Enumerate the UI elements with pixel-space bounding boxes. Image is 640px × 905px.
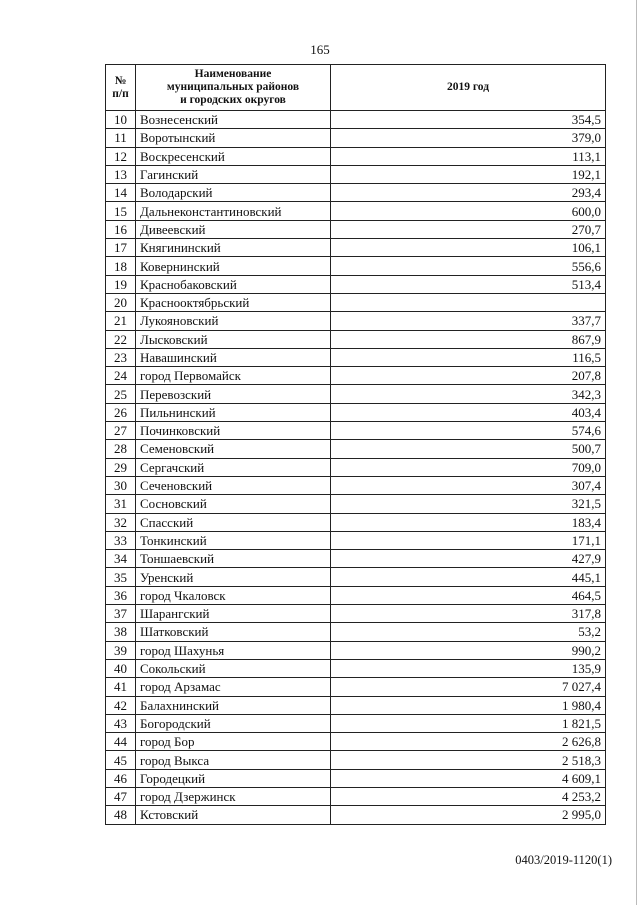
- row-value: 500,7: [331, 440, 606, 458]
- row-value: 2 995,0: [331, 806, 606, 824]
- row-name: Вознесенский: [136, 111, 331, 129]
- row-number: 44: [106, 733, 136, 751]
- row-name: город Дзержинск: [136, 787, 331, 805]
- table-row: [106, 403, 606, 421]
- row-name: город Бор: [136, 733, 331, 751]
- row-value: 2 626,8: [331, 733, 606, 751]
- row-name: Княгининский: [136, 239, 331, 257]
- table-row: [106, 348, 606, 366]
- row-value: 427,9: [331, 550, 606, 568]
- row-number: 43: [106, 714, 136, 732]
- table-row: [106, 751, 606, 769]
- table-row: [106, 458, 606, 476]
- row-value: 7 027,4: [331, 678, 606, 696]
- table-row: [106, 659, 606, 677]
- row-value: 135,9: [331, 659, 606, 677]
- row-value: 403,4: [331, 403, 606, 421]
- row-name: Тоншаевский: [136, 550, 331, 568]
- row-number: 46: [106, 769, 136, 787]
- row-name: город Шахунья: [136, 641, 331, 659]
- row-name: Спасский: [136, 513, 331, 531]
- table-body: [106, 111, 606, 825]
- table-row: [106, 422, 606, 440]
- row-value: 293,4: [331, 184, 606, 202]
- row-number: 12: [106, 147, 136, 165]
- row-value: 354,5: [331, 111, 606, 129]
- row-name: Ковернинский: [136, 257, 331, 275]
- header-year-text: 2019 год: [446, 81, 490, 93]
- table-row: [106, 385, 606, 403]
- row-number: 27: [106, 422, 136, 440]
- row-value: 2 518,3: [331, 751, 606, 769]
- row-number: 25: [106, 385, 136, 403]
- row-name: Дивеевский: [136, 220, 331, 238]
- row-value: 1 821,5: [331, 714, 606, 732]
- row-name: Перевозский: [136, 385, 331, 403]
- row-number: 20: [106, 293, 136, 311]
- row-value: 990,2: [331, 641, 606, 659]
- row-name: город Арзамас: [136, 678, 331, 696]
- row-value: 207,8: [331, 367, 606, 385]
- row-number: 30: [106, 476, 136, 494]
- row-value: 709,0: [331, 458, 606, 476]
- budget-table: [105, 64, 606, 825]
- row-value: 1 980,4: [331, 696, 606, 714]
- row-number: 19: [106, 275, 136, 293]
- scan-edge-mark: [636, 0, 637, 905]
- table-row: [106, 641, 606, 659]
- table-row: [106, 714, 606, 732]
- table-row: [106, 586, 606, 604]
- row-value: 556,6: [331, 257, 606, 275]
- row-number: 36: [106, 586, 136, 604]
- row-name: город Первомайск: [136, 367, 331, 385]
- row-number: 22: [106, 330, 136, 348]
- row-number: 15: [106, 202, 136, 220]
- row-number: 26: [106, 403, 136, 421]
- row-number: 47: [106, 787, 136, 805]
- row-number: 38: [106, 623, 136, 641]
- row-number: 39: [106, 641, 136, 659]
- row-value: 113,1: [331, 147, 606, 165]
- row-value: 116,5: [331, 348, 606, 366]
- row-name: город Чкаловск: [136, 586, 331, 604]
- table-row: [106, 440, 606, 458]
- row-value: 337,7: [331, 312, 606, 330]
- page-number: 165: [310, 42, 330, 57]
- table-row: [106, 220, 606, 238]
- header-name: [136, 65, 331, 111]
- row-number: 45: [106, 751, 136, 769]
- table-row: [106, 275, 606, 293]
- row-value: 106,1: [331, 239, 606, 257]
- row-number: 13: [106, 165, 136, 183]
- row-name: Лысковский: [136, 330, 331, 348]
- row-number: 28: [106, 440, 136, 458]
- row-number: 33: [106, 531, 136, 549]
- table-header: [106, 65, 606, 111]
- row-value: 513,4: [331, 275, 606, 293]
- row-value: 317,8: [331, 605, 606, 623]
- table-row: [106, 531, 606, 549]
- row-name: Воскресенский: [136, 147, 331, 165]
- header-number-text: № п/п: [112, 74, 129, 100]
- row-number: 29: [106, 458, 136, 476]
- row-name: Тонкинский: [136, 531, 331, 549]
- row-value: 192,1: [331, 165, 606, 183]
- row-number: 37: [106, 605, 136, 623]
- header-row: [106, 65, 606, 111]
- row-value: [331, 293, 606, 311]
- row-name: Сеченовский: [136, 476, 331, 494]
- table-row: [106, 184, 606, 202]
- header-number: [106, 65, 136, 111]
- row-number: 14: [106, 184, 136, 202]
- row-value: 574,6: [331, 422, 606, 440]
- table-row: [106, 111, 606, 129]
- row-number: 48: [106, 806, 136, 824]
- row-number: 34: [106, 550, 136, 568]
- row-value: 270,7: [331, 220, 606, 238]
- row-number: 24: [106, 367, 136, 385]
- table-row: [106, 257, 606, 275]
- row-number: 35: [106, 568, 136, 586]
- table-row: [106, 696, 606, 714]
- row-number: 41: [106, 678, 136, 696]
- row-number: 10: [106, 111, 136, 129]
- row-value: 53,2: [331, 623, 606, 641]
- row-value: 600,0: [331, 202, 606, 220]
- row-value: 445,1: [331, 568, 606, 586]
- row-value: 342,3: [331, 385, 606, 403]
- row-name: Сокольский: [136, 659, 331, 677]
- table-row: [106, 129, 606, 147]
- table-row: [106, 678, 606, 696]
- table-row: [106, 293, 606, 311]
- table-row: [106, 769, 606, 787]
- table-row: [106, 239, 606, 257]
- table-row: [106, 495, 606, 513]
- document-number: 0403/2019-1120(1): [515, 853, 612, 867]
- row-name: Шатковский: [136, 623, 331, 641]
- row-number: 32: [106, 513, 136, 531]
- row-number: 21: [106, 312, 136, 330]
- row-name: Лукояновский: [136, 312, 331, 330]
- table-row: [106, 568, 606, 586]
- row-name: Уренский: [136, 568, 331, 586]
- row-value: 307,4: [331, 476, 606, 494]
- row-number: 31: [106, 495, 136, 513]
- row-name: Воротынский: [136, 129, 331, 147]
- row-name: Пильнинский: [136, 403, 331, 421]
- table-row: [106, 550, 606, 568]
- table-row: [106, 476, 606, 494]
- table-row: [106, 367, 606, 385]
- table-row: [106, 513, 606, 531]
- row-name: Краснобаковский: [136, 275, 331, 293]
- row-name: Сергачский: [136, 458, 331, 476]
- row-value: 867,9: [331, 330, 606, 348]
- row-value: 379,0: [331, 129, 606, 147]
- table-row: [106, 147, 606, 165]
- row-value: 171,1: [331, 531, 606, 549]
- row-name: Володарский: [136, 184, 331, 202]
- row-number: 17: [106, 239, 136, 257]
- row-value: 4 253,2: [331, 787, 606, 805]
- row-name: Шарангский: [136, 605, 331, 623]
- header-year: [331, 65, 606, 111]
- row-value: 321,5: [331, 495, 606, 513]
- header-name-text: Наименование муниципальных районов и городских округов: [166, 68, 300, 106]
- table-row: [106, 605, 606, 623]
- row-value: 464,5: [331, 586, 606, 604]
- row-name: Краснооктябрьский: [136, 293, 331, 311]
- row-value: 4 609,1: [331, 769, 606, 787]
- row-value: 183,4: [331, 513, 606, 531]
- row-name: Кстовский: [136, 806, 331, 824]
- row-name: город Выкса: [136, 751, 331, 769]
- row-name: Семеновский: [136, 440, 331, 458]
- row-name: Дальнеконстантиновский: [136, 202, 331, 220]
- row-number: 40: [106, 659, 136, 677]
- row-name: Сосновский: [136, 495, 331, 513]
- table-row: [106, 787, 606, 805]
- row-number: 23: [106, 348, 136, 366]
- row-number: 42: [106, 696, 136, 714]
- table-row: [106, 202, 606, 220]
- table-row: [106, 623, 606, 641]
- table-row: [106, 330, 606, 348]
- row-name: Гагинский: [136, 165, 331, 183]
- row-number: 11: [106, 129, 136, 147]
- table-row: [106, 165, 606, 183]
- row-number: 18: [106, 257, 136, 275]
- row-name: Навашинский: [136, 348, 331, 366]
- row-name: Балахнинский: [136, 696, 331, 714]
- table-row: [106, 312, 606, 330]
- row-name: Починковский: [136, 422, 331, 440]
- row-name: Богородский: [136, 714, 331, 732]
- table-row: [106, 806, 606, 824]
- row-number: 16: [106, 220, 136, 238]
- row-name: Городецкий: [136, 769, 331, 787]
- table-row: [106, 733, 606, 751]
